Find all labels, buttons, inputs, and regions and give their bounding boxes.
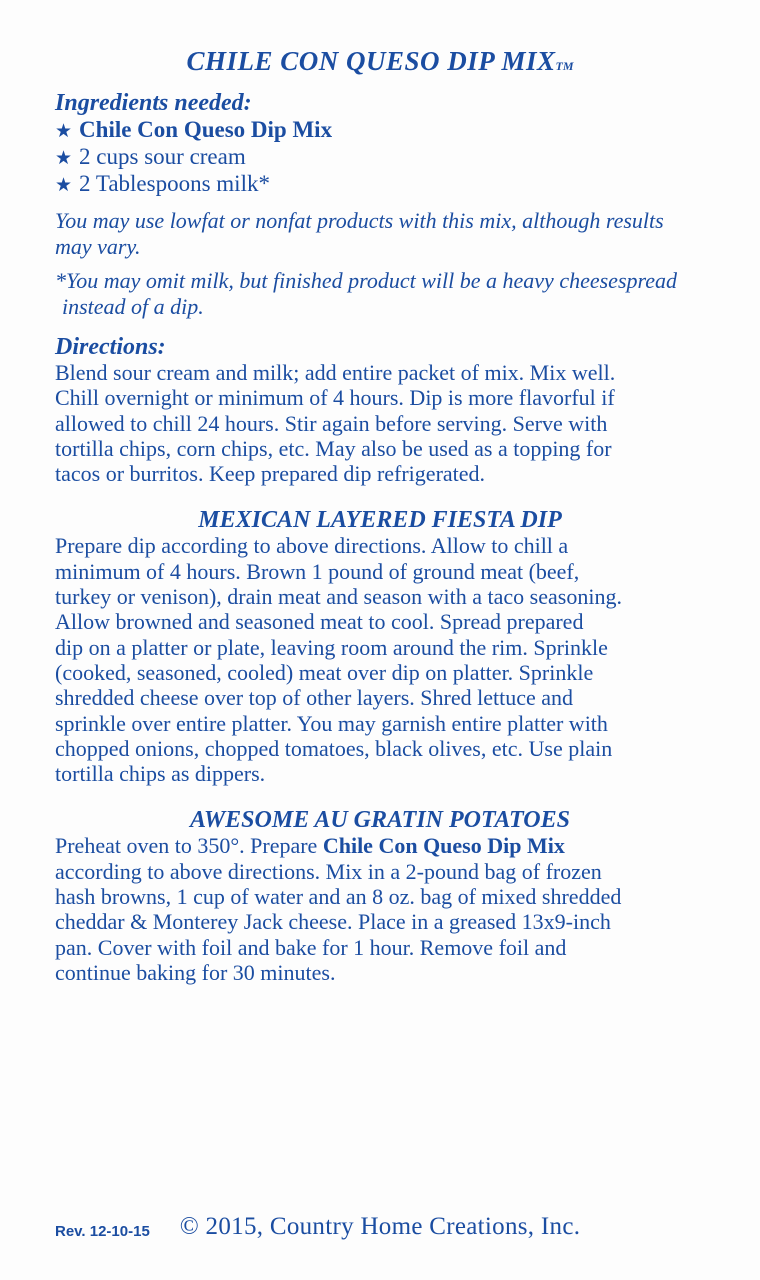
ingredient-item-milk [55,171,712,198]
recipe-title [0,46,760,77]
trademark-symbol: TM [555,59,574,73]
ingredients-heading: Ingredients needed: [55,90,252,116]
au-gratin-heading: AWESOME AU GRATIN POTATOES [190,807,570,834]
star-bullet-icon: ★ [55,120,73,142]
ingredient-item-mix [55,117,712,144]
au-gratin-text: Preheat oven to 350°. Prepare Chile Con Queso Dip Mix according to above directions. Mix in a 2-pound bag of frozen hash browns, 1 cup of water and an 8 oz. bag of mixed shredded cheddar & Monterey Jack cheese. Place in a greased 13x9-inch pan. Cover with foil and bake for 1 hour. Remove foil and continue baking for 30 minutes. [55,833,622,985]
revision-label: Rev. 12-10-15 [55,1223,150,1240]
directions-heading: Directions: [55,334,166,360]
fiesta-dip-heading: MEXICAN LAYERED FIESTA DIP [198,507,562,534]
ingredient-text: 2 cups sour cream [79,144,246,169]
footer [0,1213,760,1247]
milk-omission-note: *You may omit milk, but finished product will be a heavy cheesespread instead of a dip. [55,268,678,319]
recipe-title-text: CHILE CON QUESO DIP MIX [186,46,556,76]
copyright-text: © 2015, Country Home Creations, Inc. [179,1213,581,1240]
ingredient-item-sour-cream [55,144,712,171]
ingredient-text: Chile Con Queso Dip Mix [79,117,333,142]
star-bullet-icon: ★ [55,174,73,196]
ingredient-text: 2 Tablespoons milk* [79,171,270,196]
fiesta-dip-text: Prepare dip according to above directions. Allow to chill a minimum of 4 hours. Brown 1 pound of ground meat (beef, turkey or venison), drain meat and season with a taco seasoning. Allow browned and seasoned meat to cool. Spread prepared dip on a platter or plate, leaving room around the rim. Sprinkle (cooked, seasoned, cooled) meat over dip on platter. Sprinkle shredded cheese over top of other layers. Shred lettuce and sprinkle over entire platter. You may garnish entire platter with chopped onions, chopped tomatoes, black olives, etc. Use plain tortilla chips as dippers. [55,533,622,787]
directions-text: Blend sour cream and milk; add entire packet of mix. Mix well. Chill overnight or minimum of 4 hours. Dip is more flavorful if allowed to chill 24 hours. Stir again before serving. Serve with tortilla chips, corn chips, etc. May also be used as a topping for tacos or burritos. Keep prepared dip refrigerated. [55,360,616,487]
lowfat-note: You may use lowfat or nonfat products with this mix, although results may vary. [55,208,664,259]
star-bullet-icon: ★ [55,147,73,169]
